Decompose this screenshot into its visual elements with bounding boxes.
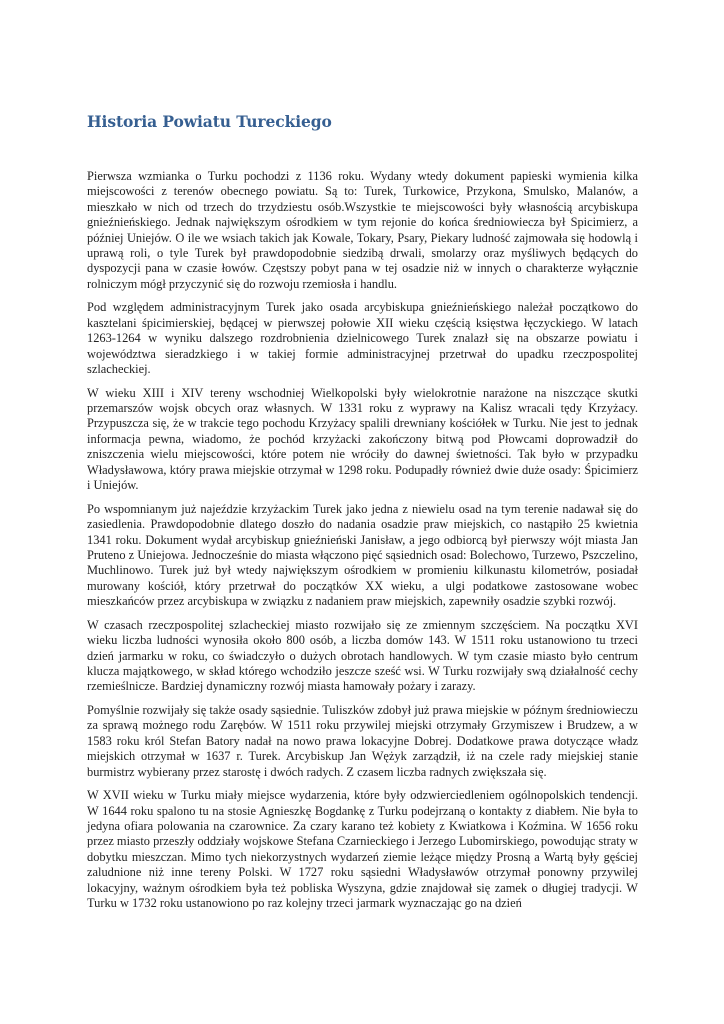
paragraph-1: Pierwsza wzmianka o Turku pochodzi z 1136 roku. Wydany wtedy dokument papieski wymienia kilka miejscowości z terenów obecnego powiatu. Są to: Turek, Turkowice, Przykona, Smulsko, Malanów, a mieszkało w nich od trzech do trzydziestu osób.Wszystkie te miejscowości były własnością arcybiskupa gnieźnieńskiego. Jednak największym ośrodkiem w tym rejonie do końca średniowiecza był Spicimierz, a później Uniejów. O ile we wsiach takich jak Kowale, Tokary, Psary, Piekary ludność zajmowała się hodowlą i uprawą roli, o tyle Turek był prawdopodobnie siedzibą drwali, smolarzy oraz myśliwych będących do dyspozycji pana w czasie łowów. Częstszy pobyt pana w tej osadzie niż w innych o charakterze wyłącznie rolniczym mógł przyczynić się do rozwoju rzemiosła i handlu. (87, 169, 638, 291)
paragraph-2: Pod względem administracyjnym Turek jako osada arcybiskupa gnieźnieńskiego należał początkowo do kasztelani śpicimierskiej, będącej w pierwszej połowie XII wieku częścią księstwa łęczyckiego. W latach 1263-1264 w wyniku dalszego rozdrobnienia dzielnicowego Turek znalazł się na obszarze powiatu i województwa sieradzkiego i w takiej formie administracyjnej przetrwał do upadku rzeczpospolitej szlacheckiej. (87, 300, 638, 377)
paragraph-6: Pomyślnie rozwijały się także osady sąsiednie. Tuliszków zdobył już prawa miejskie w późnym średniowieczu za sprawą możnego rodu Zarębów. W 1511 roku przywilej miejski otrzymały Grzymiszew i Brudzew, a w 1583 roku król Stefan Batory nadał na nowo prawa lokacyjne Dobrej. Dodatkowe prawa dotyczące władz miejskich otrzymał w 1637 r. Turek. Arcybiskup Jan Wężyk zarządził, iż na czele rady miejskiej stanie burmistrz wybierany przez starostę i dwóch radych. Z czasem liczba radnych zwiększała się. (87, 702, 638, 779)
paragraph-7: W XVII wieku w Turku miały miejsce wydarzenia, które były odzwierciedleniem ogólnopolskich tendencji. W 1644 roku spalono tu na stosie Agnieszkę Bogdankę z Turku podejrzaną o kontakty z diabłem. Nie była to jedyna ofiara polowania na czarownice. Za czary karano też kobiety z Kwiatkowa i Koźmina. W 1656 roku przez miasto przeszły oddziały wojskowe Stefana Czarnieckiego i Jerzego Lubomirskiego, powodując straty w dobytku mieszczan. Mimo tych niekorzystnych wydarzeń ziemie leżące między Prosną a Wartą były gęściej zaludnione niż inne tereny Polski. W 1727 roku sąsiedni Władysławów otrzymał ponowny przywilej lokacyjny, ważnym ośrodkiem była też pobliska Wyszyna, gdzie znajdował się zamek o długiej tradycji. W Turku w 1732 roku ustanowiono po raz kolejny trzeci jarmark wyznaczając go na dzień (87, 788, 638, 910)
paragraph-5: W czasach rzeczpospolitej szlacheckiej miasto rozwijało się ze zmiennym szczęściem. Na początku XVI wieku liczba ludności wynosiła około 800 osób, a liczba domów 143. W 1511 roku ustanowiono tu trzeci dzień jarmarku w roku, co świadczyło o dużych obrotach handlowych. W tym czasie miasto było centrum klucza majątkowego, w skład którego wchodziło jeszcze sześć wsi. W Turku rozwijały swą działalność cechy rzemieślnicze. Bardziej dynamiczny rozwój miasta hamowały pożary i zarazy. (87, 617, 638, 694)
paragraph-3: W wieku XIII i XIV tereny wschodniej Wielkopolski były wielokrotnie narażone na niszczące skutki przemarszów wojsk obcych oraz własnych. W 1331 roku z wyprawy na Kalisz wracali tędy Krzyżacy. Przypuszcza się, że w trakcie tego pochodu Krzyżacy spalili drewniany kościółek w Turku. Nie jest to jednak informacja pewna, wiadomo, że pochód krzyżacki zakończony bitwą pod Płowcami doprowadził do zniszczenia wielu miejscowości, które potem nie wróciły do dawnej świetności. Tak było w przypadku Władysławowa, który prawa miejskie otrzymał w 1298 roku. Podupadły również dwie duże osady: Śpicimierz i Uniejów. (87, 385, 638, 493)
document-title: Historia Powiatu Tureckiego (87, 112, 332, 131)
document-page (87, 112, 638, 920)
paragraph-4: Po wspomnianym już najeździe krzyżackim Turek jako jedna z niewielu osad na tym terenie nadawał się do zasiedlenia. Prawdopodobnie dlatego doszło do nadania osadzie praw miejskich, co nastąpiło 25 kwietnia 1341 roku. Dokument wydał arcybiskup gnieźnieński Janisław, a jego odbiorcą był pierwszy wójt miasta Jan Pruteno z Uniejowa. Jednocześnie do miasta włączono pięć sąsiednich osad: Bolechowo, Turzewo, Pszczelino, Muchlinowo. Turek już był wtedy największym ośrodkiem w promieniu kilkunastu kilometrów, posiadał murowany kościół, który przetrwał do początków XX wieku, a ulgi podatkowe zastosowane wobec mieszkańców przez arcybiskupa w związku z nadaniem praw miejskich, zapewniły osadzie szybki rozwój. (87, 501, 638, 609)
